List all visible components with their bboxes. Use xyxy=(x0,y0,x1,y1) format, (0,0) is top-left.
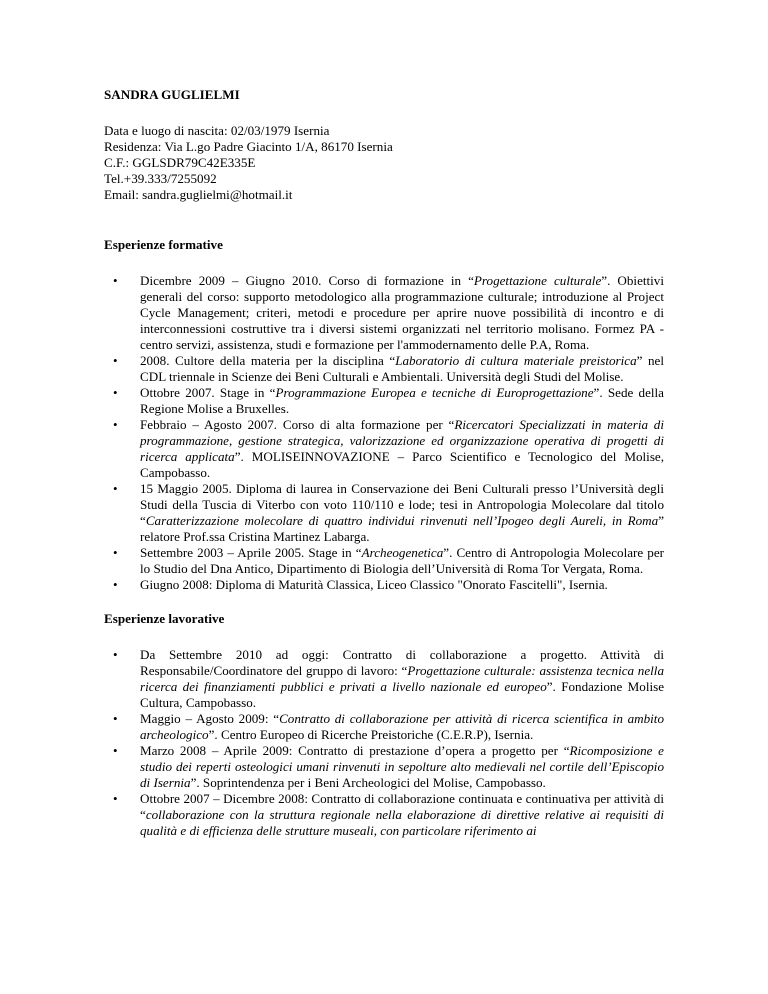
item-text: Maggio – Agosto 2009: “ xyxy=(140,711,280,726)
bullet-icon: • xyxy=(113,791,118,806)
email-info: Email: sandra.guglielmi@hotmail.it xyxy=(104,187,293,202)
list-item xyxy=(104,417,664,481)
item-text: 2008. Cultore della materia per la disciplina “ xyxy=(140,353,396,368)
formative-list xyxy=(104,273,664,593)
bullet-icon: • xyxy=(113,385,118,400)
list-item xyxy=(104,353,664,385)
list-item xyxy=(104,577,664,593)
bullet-icon: • xyxy=(113,273,118,288)
bullet-icon: • xyxy=(113,353,118,368)
item-italic-text: Progettazione culturale: assistenza tecnica nella ricerca dei finanziamenti pubblici e privati a livello nazionale ed europeo xyxy=(140,663,664,694)
item-text: Da Settembre 2010 ad oggi: Contratto di collaborazione a progetto. Attività di Responsabile/Coordinatore del gruppo di lavoro: “ xyxy=(140,647,664,678)
item-text: ” relatore Prof.ssa Cristina Martinez Labarga. xyxy=(140,513,664,544)
item-italic-text: Contratto di collaborazione per attività di ricerca scientifica in ambito archeologico xyxy=(140,711,664,742)
list-item xyxy=(104,385,664,417)
item-text: Ottobre 2007 – Dicembre 2008: Contratto di collaborazione continuata e continuativa per attività di “ xyxy=(140,791,664,822)
list-item xyxy=(104,647,664,711)
item-italic-text: Laboratorio di cultura materiale preistorica xyxy=(395,353,637,368)
bullet-icon: • xyxy=(113,481,118,496)
list-item xyxy=(104,711,664,743)
bullet-icon: • xyxy=(113,545,118,560)
item-italic-text: Programmazione Europea e tecniche di Europrogettazione xyxy=(275,385,594,400)
item-italic-text: Archeogenetica xyxy=(361,545,444,560)
item-text: ”. Fondazione Molise Cultura, Campobasso. xyxy=(140,679,665,710)
item-text: 15 Maggio 2005. Diploma di laurea in Conservazione dei Beni Culturali presso l’Università degli Studi della Tuscia di Viterbo con voto 110/110 e lode; tesi in Antropologia Molecolare dal titolo “ xyxy=(140,481,664,528)
bullet-icon: • xyxy=(113,711,118,726)
phone-info: Tel.+39.333/7255092 xyxy=(104,171,217,186)
personal-info xyxy=(104,123,664,203)
cv-content xyxy=(104,87,664,839)
item-text: Settembre 2003 – Aprile 2005. Stage in “ xyxy=(140,545,362,560)
item-text: ”. Centro Europeo di Ricerche Preistoriche (C.E.R.P), Isernia. xyxy=(208,727,534,742)
list-item xyxy=(104,743,664,791)
bullet-icon: • xyxy=(113,743,118,758)
birth-info: Data e luogo di nascita: 02/03/1979 Isernia xyxy=(104,123,330,138)
item-text: ”. Centro di Antropologia Molecolare per lo Studio del Dna Antico, Dipartimento di Biologia dell’Università di Roma Tor Vergata, Roma. xyxy=(140,545,664,576)
list-item xyxy=(104,481,664,545)
item-text: ”. MOLISEINNOVAZIONE – Parco Scientifico e Tecnologico del Molise, Campobasso. xyxy=(140,449,664,480)
item-italic-text: collaborazione con la struttura regionale nella elaborazione di direttive relative ai requisiti di qualità e di efficienza delle strutture museali, con particolare riferimento ai xyxy=(140,807,664,838)
item-italic-text: Ricomposizione e studio dei reperti osteologici umani rinvenuti in sepolture alto medievali nel cortile dell’Episcopio di Isernia xyxy=(140,743,664,790)
item-text: ”. Sede della Regione Molise a Bruxelles. xyxy=(140,385,664,416)
item-text: Febbraio – Agosto 2007. Corso di alta formazione per “ xyxy=(140,417,455,432)
cv-name: SANDRA GUGLIELMI xyxy=(104,87,240,102)
item-italic-text: Caratterizzazione molecolare di quattro individui rinvenuti nell’Ipogeo degli Aureli, in Roma xyxy=(145,513,659,528)
section-title-work: Esperienze lavorative xyxy=(104,611,225,626)
item-text: Marzo 2008 – Aprile 2009: Contratto di prestazione d’opera a progetto per “ xyxy=(140,743,570,758)
item-italic-text: Progettazione culturale xyxy=(473,273,602,288)
item-text: ”. Obiettivi generali del corso: supporto metodologico alla programmazione culturale; introduzione al Project Cycle Management; criteri, metodi e procedure per aprire nuove possibilità di incontro e di interconnessioni costruttive tra i diversi sistemi organizzati nel territorio molisano. Formez PA - centro servizi, assistenza, studi e formazione per l'ammodernamento delle P.A, Roma. xyxy=(140,273,664,352)
item-italic-text: Ricercatori Specializzati in materia di programmazione, gestione strategica, valorizzazione ed organizzazione operativa di progetti di ricerca applicata xyxy=(140,417,664,464)
item-text: ” nel CDL triennale in Scienze dei Beni Culturali e Ambientali. Università degli Studi del Molise. xyxy=(140,353,664,384)
list-item xyxy=(104,545,664,577)
section-title-formative: Esperienze formative xyxy=(104,237,223,252)
item-text: Dicembre 2009 – Giugno 2010. Corso di formazione in “ xyxy=(140,273,474,288)
bullet-icon: • xyxy=(113,417,118,432)
bullet-icon: • xyxy=(113,577,118,592)
bullet-icon: • xyxy=(113,647,118,662)
item-text: ”. Soprintendenza per i Beni Archeologici del Molise, Campobasso. xyxy=(190,775,546,790)
list-item xyxy=(104,273,664,353)
residence-info: Residenza: Via L.go Padre Giacinto 1/A, 86170 Isernia xyxy=(104,139,393,154)
tax-code-info: C.F.: GGLSDR79C42E335E xyxy=(104,155,256,170)
work-list xyxy=(104,647,664,839)
item-text: Ottobre 2007. Stage in “ xyxy=(140,385,276,400)
list-item xyxy=(104,791,664,839)
item-text: Giugno 2008: Diploma di Maturità Classica, Liceo Classico "Onorato Fascitelli", Isernia. xyxy=(140,577,608,592)
